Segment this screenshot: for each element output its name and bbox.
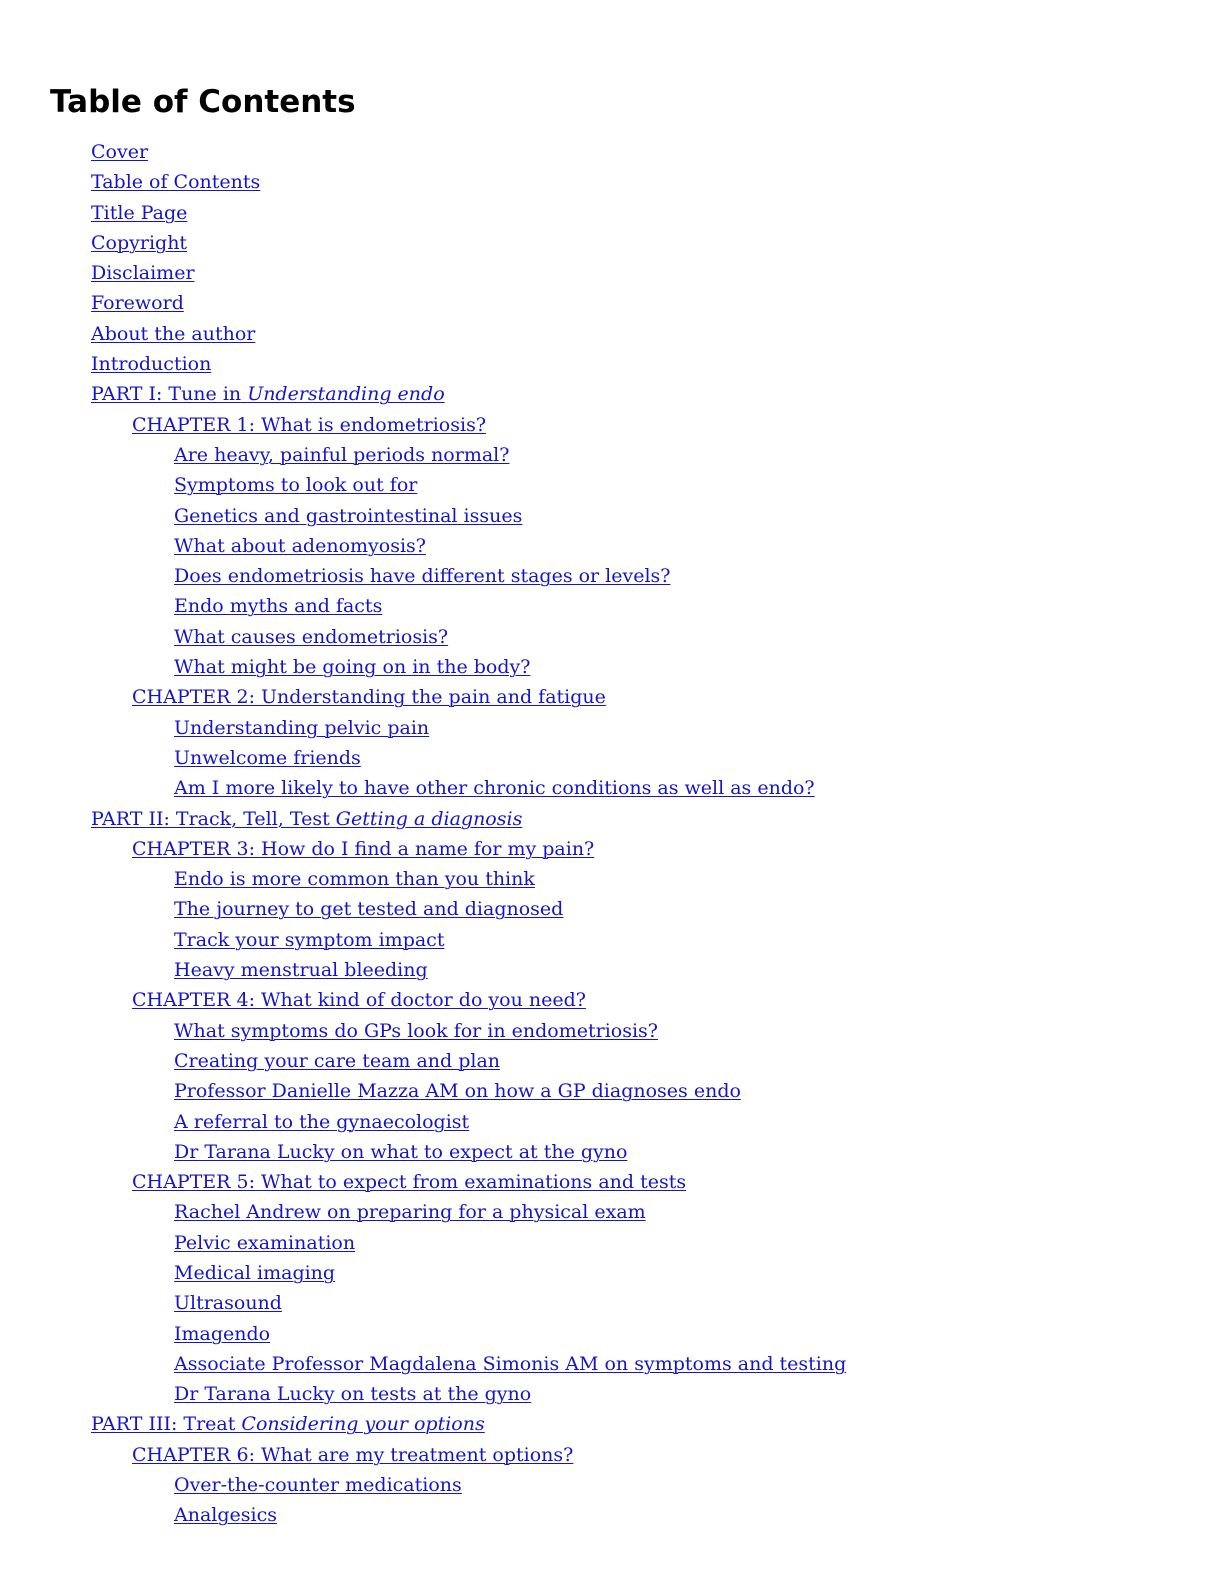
toc-entry <box>0 1409 846 1439</box>
toc-link-text: A referral to the gynaecologist <box>174 1110 470 1133</box>
toc-link[interactable] <box>174 565 671 587</box>
toc-link[interactable] <box>91 232 187 254</box>
toc-link-text: Over-the-counter medications <box>174 1474 462 1497</box>
toc-link[interactable] <box>174 1201 646 1223</box>
toc-entry <box>0 137 846 167</box>
toc-link[interactable] <box>132 414 486 436</box>
toc-entry <box>0 1319 846 1349</box>
toc-entry <box>0 501 846 531</box>
toc-link[interactable] <box>174 444 509 466</box>
toc-link[interactable] <box>174 1383 531 1405</box>
toc-link[interactable] <box>174 535 426 557</box>
toc-link[interactable] <box>91 292 184 314</box>
toc-link[interactable] <box>91 202 187 224</box>
toc-link-text: What might be going on in the body? <box>174 656 531 679</box>
toc-entry <box>0 167 846 197</box>
toc-link-text: Cover <box>91 141 149 163</box>
toc-link[interactable] <box>174 898 563 920</box>
toc-link-text: CHAPTER 4: What kind of doctor do you need? <box>132 989 586 1012</box>
toc-link[interactable] <box>132 1444 573 1466</box>
toc-link[interactable] <box>174 1323 270 1345</box>
toc-entry <box>0 1258 846 1288</box>
toc-entry <box>0 470 846 500</box>
toc-link-text: PART II: Track, Tell, Test <box>91 807 336 830</box>
toc-entry <box>0 622 846 652</box>
toc-entry <box>0 1167 846 1197</box>
table-of-contents-list <box>0 137 846 1531</box>
toc-link-text: PART I: Tune in <box>91 383 248 406</box>
toc-entry <box>0 1440 846 1470</box>
toc-entry <box>0 591 846 621</box>
toc-link-text: Dr Tarana Lucky on tests at the gyno <box>174 1383 532 1406</box>
toc-link-text: Track your symptom impact <box>174 928 445 951</box>
toc-link-text: Endo is more common than you think <box>174 868 535 891</box>
toc-entry <box>0 713 846 743</box>
toc-entry <box>0 1046 846 1076</box>
toc-entry <box>0 743 846 773</box>
toc-link[interactable] <box>174 1232 355 1254</box>
toc-entry <box>0 894 846 924</box>
toc-link-text: Title Page <box>91 201 188 224</box>
toc-link-text: PART III: Treat <box>91 1413 242 1436</box>
toc-link-subtitle: Understanding endo <box>247 383 445 406</box>
toc-link[interactable] <box>174 929 444 951</box>
toc-link[interactable] <box>132 686 606 708</box>
toc-link-text: What causes endometriosis? <box>174 625 449 648</box>
toc-link[interactable] <box>174 505 522 527</box>
toc-link[interactable] <box>132 838 594 860</box>
toc-link-text: Disclaimer <box>91 262 195 285</box>
toc-link[interactable] <box>174 1020 658 1042</box>
toc-link-text: Understanding pelvic pain <box>174 716 430 739</box>
toc-link-text: Rachel Andrew on preparing for a physical exam <box>174 1201 646 1224</box>
toc-link-text: CHAPTER 5: What to expect from examinations and tests <box>132 1171 687 1194</box>
toc-entry <box>0 834 846 864</box>
toc-link-text: Pelvic examination <box>174 1231 356 1254</box>
toc-entry <box>0 1288 846 1318</box>
toc-link[interactable] <box>91 141 148 163</box>
toc-link-text: CHAPTER 3: How do I find a name for my pain? <box>132 837 595 860</box>
toc-entry <box>0 925 846 955</box>
toc-entry <box>0 349 846 379</box>
toc-link[interactable] <box>174 959 428 981</box>
toc-entry <box>0 804 846 834</box>
toc-link-text: Heavy menstrual bleeding <box>174 959 428 982</box>
toc-entry <box>0 1379 846 1409</box>
toc-entry <box>0 228 846 258</box>
toc-entry <box>0 955 846 985</box>
toc-link[interactable] <box>174 1292 282 1314</box>
toc-link-subtitle: Getting a diagnosis <box>335 807 523 830</box>
toc-entry <box>0 1470 846 1500</box>
toc-link-text: Ultrasound <box>174 1292 282 1315</box>
toc-link-text: Creating your care team and plan <box>174 1049 501 1072</box>
toc-entry <box>0 258 846 288</box>
toc-link-text: Analgesics <box>174 1504 277 1527</box>
toc-entry <box>0 864 846 894</box>
toc-entry <box>0 1137 846 1167</box>
toc-link[interactable] <box>174 1474 462 1496</box>
toc-entry <box>0 1076 846 1106</box>
toc-link[interactable] <box>174 626 448 648</box>
toc-link-text: What symptoms do GPs look for in endometriosis? <box>174 1019 658 1042</box>
toc-link[interactable] <box>174 1353 846 1375</box>
toc-link-text: Endo myths and facts <box>174 595 383 618</box>
toc-link-text: Are heavy, painful periods normal? <box>174 443 510 466</box>
toc-entry <box>0 410 846 440</box>
toc-link-text: CHAPTER 2: Understanding the pain and fatigue <box>132 686 606 709</box>
toc-link-text: Imagendo <box>174 1322 271 1345</box>
toc-link-text: The journey to get tested and diagnosed <box>174 898 564 921</box>
toc-entry <box>0 1500 846 1530</box>
toc-link[interactable] <box>174 717 429 739</box>
toc-link-text: Does endometriosis have different stages or levels? <box>174 565 671 588</box>
page-title: Table of Contents <box>50 84 356 120</box>
toc-link-subtitle: Considering your options <box>241 1413 485 1436</box>
toc-link[interactable] <box>91 383 445 405</box>
toc-link[interactable] <box>174 868 535 890</box>
toc-link[interactable] <box>174 474 417 496</box>
toc-entry <box>0 288 846 318</box>
toc-entry <box>0 1349 846 1379</box>
toc-link[interactable] <box>132 1171 686 1193</box>
toc-link-text: Am I more likely to have other chronic conditions as well as endo? <box>174 777 815 800</box>
toc-link[interactable] <box>91 323 255 345</box>
toc-link[interactable] <box>174 777 815 799</box>
toc-link-text: Genetics and gastrointestinal issues <box>174 504 523 527</box>
toc-entry <box>0 682 846 712</box>
toc-link-text: Symptoms to look out for <box>174 474 418 497</box>
toc-link[interactable] <box>91 262 195 284</box>
toc-entry <box>0 1016 846 1046</box>
toc-link[interactable] <box>91 1413 485 1435</box>
toc-entry <box>0 198 846 228</box>
toc-link-text: Dr Tarana Lucky on what to expect at the gyno <box>174 1140 628 1163</box>
toc-link[interactable] <box>174 1504 277 1526</box>
toc-link-text: Medical imaging <box>174 1261 336 1284</box>
toc-link[interactable] <box>91 353 211 375</box>
toc-link[interactable] <box>91 171 260 193</box>
toc-link-text: Foreword <box>91 292 184 315</box>
toc-link[interactable] <box>132 989 586 1011</box>
toc-link[interactable] <box>174 747 361 769</box>
toc-link-text: Table of Contents <box>91 171 261 194</box>
toc-link[interactable] <box>174 1111 469 1133</box>
toc-entry <box>0 379 846 409</box>
toc-link[interactable] <box>174 656 530 678</box>
toc-entry <box>0 1107 846 1137</box>
toc-link-text: What about adenomyosis? <box>174 534 426 557</box>
toc-link-text: Copyright <box>91 231 188 254</box>
toc-link-text: CHAPTER 1: What is endometriosis? <box>132 413 487 436</box>
toc-entry <box>0 1197 846 1227</box>
toc-link-text: Unwelcome friends <box>174 746 361 769</box>
toc-entry <box>0 319 846 349</box>
toc-entry <box>0 652 846 682</box>
toc-link[interactable] <box>174 1141 627 1163</box>
toc-entry <box>0 561 846 591</box>
toc-entry <box>0 531 846 561</box>
toc-link-text: CHAPTER 6: What are my treatment options? <box>132 1443 574 1466</box>
toc-entry <box>0 985 846 1015</box>
toc-link-text: About the author <box>91 322 256 345</box>
toc-link-text: Associate Professor Magdalena Simonis AM on symptoms and testing <box>174 1352 847 1375</box>
toc-entry <box>0 773 846 803</box>
toc-link[interactable] <box>91 808 522 830</box>
toc-link[interactable] <box>174 1050 500 1072</box>
toc-link[interactable] <box>174 595 382 617</box>
toc-entry <box>0 440 846 470</box>
toc-link-text: Professor Danielle Mazza AM on how a GP diagnoses endo <box>174 1080 741 1103</box>
toc-link-text: Introduction <box>91 353 212 376</box>
toc-link[interactable] <box>174 1262 335 1284</box>
toc-entry <box>0 1228 846 1258</box>
toc-link[interactable] <box>174 1080 741 1102</box>
